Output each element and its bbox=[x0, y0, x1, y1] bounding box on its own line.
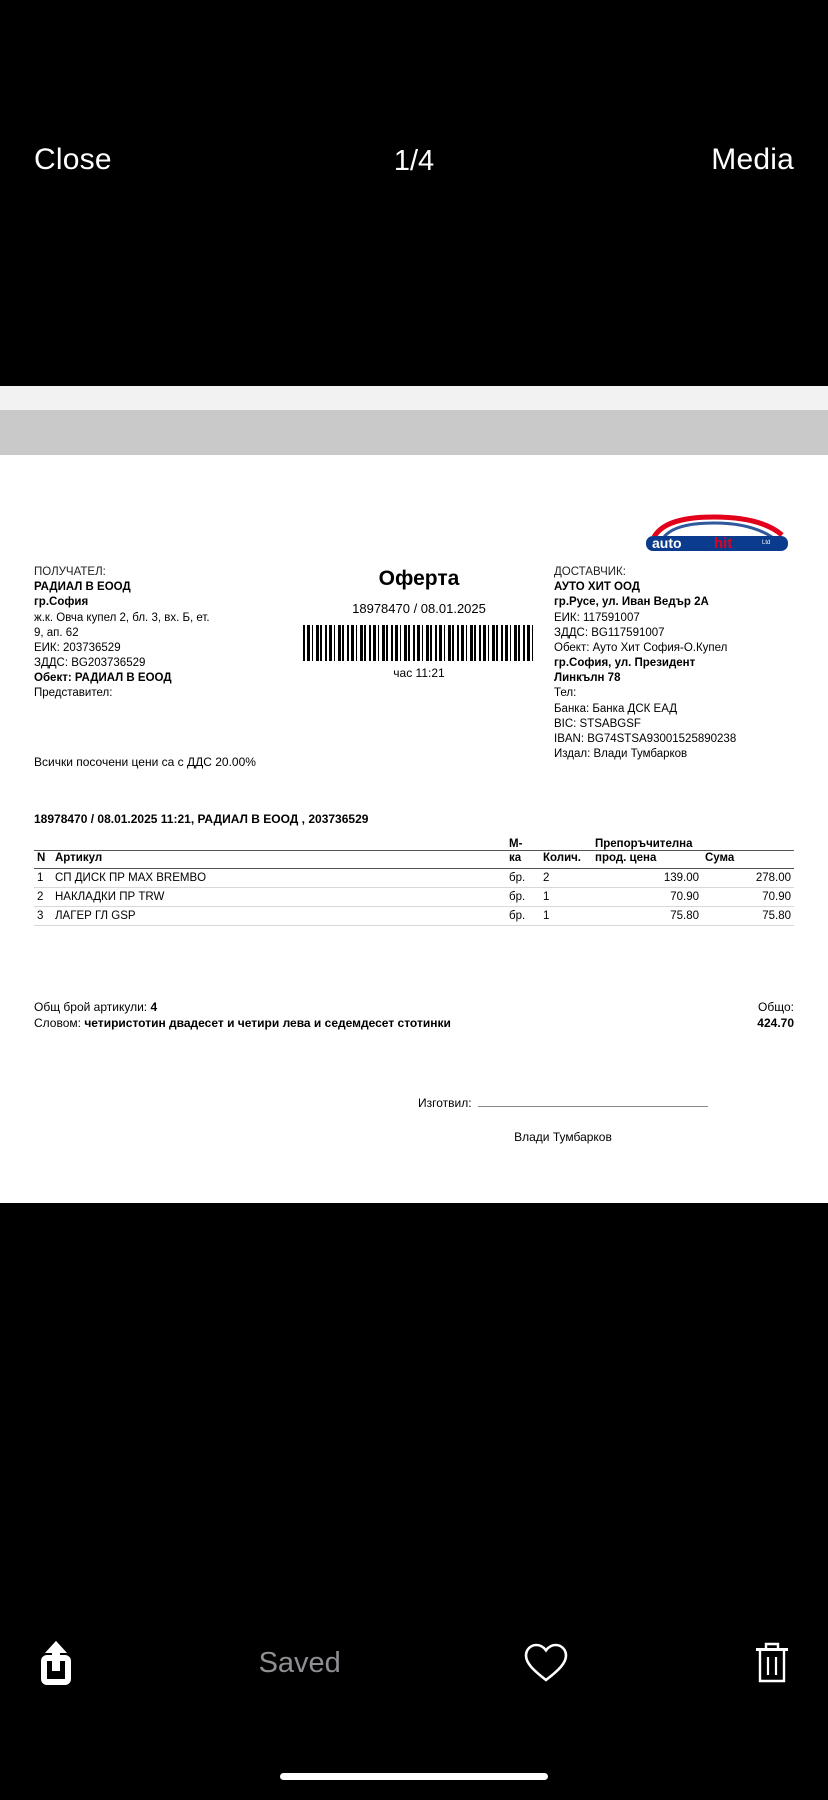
page-counter: 1/4 bbox=[393, 145, 435, 177]
recipient-address-1: ж.к. Овча купел 2, бл. 3, вх. Б, ет. bbox=[34, 611, 210, 624]
recipient-object: Обект: РАДИАЛ В ЕООД bbox=[34, 672, 172, 685]
document-time: час 11:21 bbox=[393, 665, 445, 680]
saved-status: Saved bbox=[258, 1646, 341, 1679]
cell-price: 139.00 bbox=[592, 869, 702, 888]
auto-hit-logo-icon bbox=[642, 511, 792, 555]
table-row bbox=[34, 888, 794, 907]
header-qty: Колич. bbox=[540, 851, 592, 869]
heart-icon[interactable] bbox=[523, 1642, 569, 1684]
header-article: Артикул bbox=[52, 851, 506, 869]
document-title-block bbox=[289, 565, 549, 762]
recipient-vat: ЗДДС: BG203736529 bbox=[34, 657, 146, 670]
total-count-value: 4 bbox=[150, 1000, 158, 1014]
cell-qty: 1 bbox=[540, 888, 592, 907]
header-price: прод. цена bbox=[592, 851, 702, 869]
cell-sum: 75.80 bbox=[702, 907, 794, 926]
cell-qty: 2 bbox=[540, 869, 592, 888]
cell-article: НАКЛАДКИ ПР TRW bbox=[52, 888, 506, 907]
svg-text:Ltd: Ltd bbox=[762, 540, 771, 546]
svg-text:auto: auto bbox=[652, 535, 682, 551]
total-words-value: четиристотин двадесет и четири лева и седемдесет стотинки bbox=[84, 1016, 451, 1030]
cell-unit: бр. bbox=[506, 907, 540, 926]
total-words-prefix: Словом: bbox=[34, 1016, 81, 1030]
invoice-reference: 18978470 / 08.01.2025 11:21, РАДИАЛ В ЕООД , 203736529 bbox=[34, 812, 369, 826]
cell-unit: бр. bbox=[506, 888, 540, 907]
recipient-heading: ПОЛУЧАТЕЛ: bbox=[34, 566, 106, 578]
document-number: 18978470 / 08.01.2025 bbox=[352, 600, 486, 616]
viewer-bottom-bar bbox=[0, 1570, 828, 1800]
supplier-heading: ДОСТАВЧИК: bbox=[554, 566, 626, 578]
header-unit: ка bbox=[506, 851, 540, 869]
cell-unit: бр. bbox=[506, 869, 540, 888]
totals-block bbox=[34, 1000, 794, 1030]
cell-sum: 70.90 bbox=[702, 888, 794, 907]
signature-block bbox=[418, 1095, 708, 1144]
supplier-object-address-1: гр.София, ул. Президент bbox=[554, 657, 696, 670]
supplier-vat: ЗДДС: BG117591007 bbox=[554, 626, 665, 639]
signature-label: Изготвил: bbox=[418, 1096, 472, 1110]
supplier-iban: IBAN: BG74STSA93001525890238 bbox=[554, 732, 737, 745]
cell-qty: 1 bbox=[540, 907, 592, 926]
document-header bbox=[34, 565, 794, 762]
supplier-block bbox=[554, 565, 794, 762]
supplier-address: гр.Русе, ул. Иван Ведър 2А bbox=[554, 596, 709, 609]
media-button[interactable]: Media bbox=[711, 143, 794, 176]
viewer-top-bar bbox=[0, 0, 828, 215]
supplier-object: Обект: Ауто Хит София-О.Купел bbox=[554, 641, 728, 654]
supplier-object-address-2: Линкълн 78 bbox=[554, 672, 621, 685]
signature-name: Влади Тумбарков bbox=[514, 1130, 612, 1144]
cell-price: 70.90 bbox=[592, 888, 702, 907]
supplier-issued-by: Издал: Влади Тумбарков bbox=[554, 748, 688, 761]
header-unit-top: М- bbox=[509, 838, 523, 850]
header-n: N bbox=[34, 851, 52, 869]
signature-rule bbox=[478, 1095, 708, 1107]
header-sum: Сума bbox=[702, 851, 794, 869]
cell-article: ЛАГЕР ГЛ GSP bbox=[52, 907, 506, 926]
cell-article: СП ДИСК ПР MAX BREMBO bbox=[52, 869, 506, 888]
recipient-block bbox=[34, 565, 284, 762]
cell-n: 2 bbox=[34, 888, 52, 907]
table-row bbox=[34, 907, 794, 926]
document-image[interactable] bbox=[0, 386, 828, 1203]
recipient-city: гр.София bbox=[34, 596, 89, 609]
supplier-name: АУТО ХИТ ООД bbox=[554, 581, 640, 594]
total-value: 424.70 bbox=[757, 1016, 794, 1030]
document-strip-gray bbox=[0, 410, 828, 455]
items-table bbox=[34, 837, 794, 926]
document-title: Оферта bbox=[378, 567, 460, 590]
svg-text:hit: hit bbox=[714, 535, 733, 552]
trash-icon[interactable] bbox=[752, 1640, 792, 1686]
barcode-image bbox=[303, 625, 535, 661]
home-indicator[interactable] bbox=[280, 1773, 548, 1780]
cell-price: 75.80 bbox=[592, 907, 702, 926]
supplier-eik: ЕИК: 117591007 bbox=[554, 611, 640, 624]
supplier-bank: Банка: Банка ДСК ЕАД bbox=[554, 702, 678, 715]
recipient-representative: Представител: bbox=[34, 687, 113, 700]
vat-note: Всички посочени цени са с ДДС 20.00% bbox=[34, 755, 256, 769]
total-label: Общо: bbox=[758, 1000, 794, 1014]
cell-sum: 278.00 bbox=[702, 869, 794, 888]
share-icon[interactable] bbox=[36, 1639, 76, 1687]
supplier-bic: BIC: STSABGSF bbox=[554, 717, 641, 730]
close-button[interactable]: Close bbox=[34, 143, 112, 176]
supplier-phone: Тел: bbox=[554, 687, 577, 700]
cell-n: 1 bbox=[34, 869, 52, 888]
recipient-name: РАДИАЛ В ЕООД bbox=[34, 581, 131, 594]
total-count-label: Общ брой артикули: bbox=[34, 1000, 148, 1014]
cell-n: 3 bbox=[34, 907, 52, 926]
recipient-eik: ЕИК: 203736529 bbox=[34, 641, 121, 654]
offer-document bbox=[0, 455, 828, 1203]
recipient-address-2: 9, ап. 62 bbox=[34, 626, 79, 639]
document-strip-light bbox=[0, 386, 828, 410]
table-row bbox=[34, 869, 794, 888]
header-price-top: Препоръчителна bbox=[595, 838, 693, 850]
